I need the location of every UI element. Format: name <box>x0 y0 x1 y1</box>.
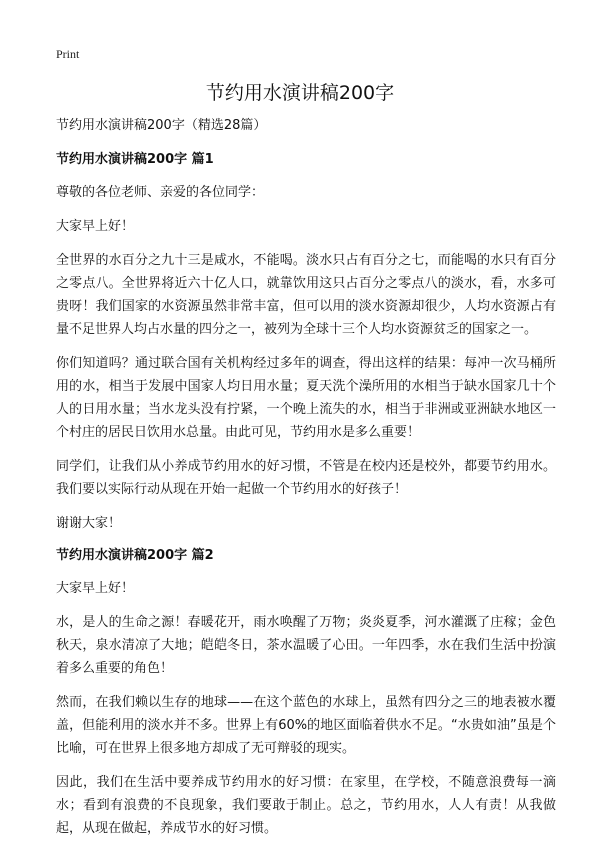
paragraph: 全世界的水百分之九十三是咸水，不能喝。淡水只占有百分之七，而能喝的水只有百分之零点八。全世界将近六十亿人口，就靠饮用这只占百分之零点八的淡水，看，水多可贵呀！我们国家的水资源虽然非常丰富，但可以用的淡水资源却很少，人均水资源占有量不足世界人均占水量的四分之一，被列为全球十三个人均水资源贫乏的国家之一。 <box>56 253 556 337</box>
paragraph: 同学们，让我们从小养成节约用水的好习惯，不管是在校内还是校外，都要节约用水。我们要以实际行动从现在开始一起做一个节约用水的好孩子！ <box>56 459 556 497</box>
section-1 <box>56 150 556 535</box>
paragraph-greeting: 大家早上好！ <box>56 581 135 596</box>
paragraph: 水，是人的生命之源！春暖花开，雨水唤醒了万物；炎炎夏季，河水灌溉了庄稼；金色秋天，泉水清凉了大地；皑皑冬日，茶水温暖了心田。一年四季，水在我们生活中扮演着多么重要的角色！ <box>56 615 556 676</box>
paragraph: 因此，我们在生活中要养成节约用水的好习惯：在家里，在学校，不随意浪费每一滴水；看到有浪费的不良现象，我们要敢于制止。总之，节约用水，人人有责！从我做起，从现在做起，养成节水的好习惯。 <box>56 775 556 836</box>
page-title: 节约用水演讲稿200字 <box>205 82 395 104</box>
section-heading: 节约用水演讲稿200字 篇1 <box>56 152 214 167</box>
section-2 <box>56 546 556 840</box>
paragraph-salutation: 尊敬的各位老师、亲爱的各位同学： <box>56 185 265 200</box>
paragraph-closing: 谢谢大家！ <box>56 516 122 531</box>
paragraph-greeting: 大家早上好！ <box>56 219 135 234</box>
document-body <box>56 116 556 851</box>
print-link[interactable]: Print <box>56 47 80 61</box>
paragraph: 然而，在我们赖以生存的地球——在这个蓝色的水球上，虽然有四分之三的地表被水覆盖，但能利用的淡水并不多。世界上有60%的地区面临着供水不足。“水贵如油”虽是个比喻，可在世界上很多地方却成了无可辩驳的现实。 <box>56 695 556 756</box>
section-heading: 节约用水演讲稿200字 篇2 <box>56 548 214 563</box>
document-subtitle: 节约用水演讲稿200字（精选28篇） <box>56 118 267 133</box>
paragraph: 你们知道吗？通过联合国有关机构经过多年的调查，得出这样的结果：每冲一次马桶所用的水，相当于发展中国家人均日用水量；夏天洗个澡所用的水相当于缺水国家几十个人的日用水量；当水龙头没有拧紧，一个晚上流失的水，相当于非洲或亚洲缺水地区一个村庄的居民日饮用水总量。由此可见，节约用水是多么重要！ <box>56 356 556 440</box>
